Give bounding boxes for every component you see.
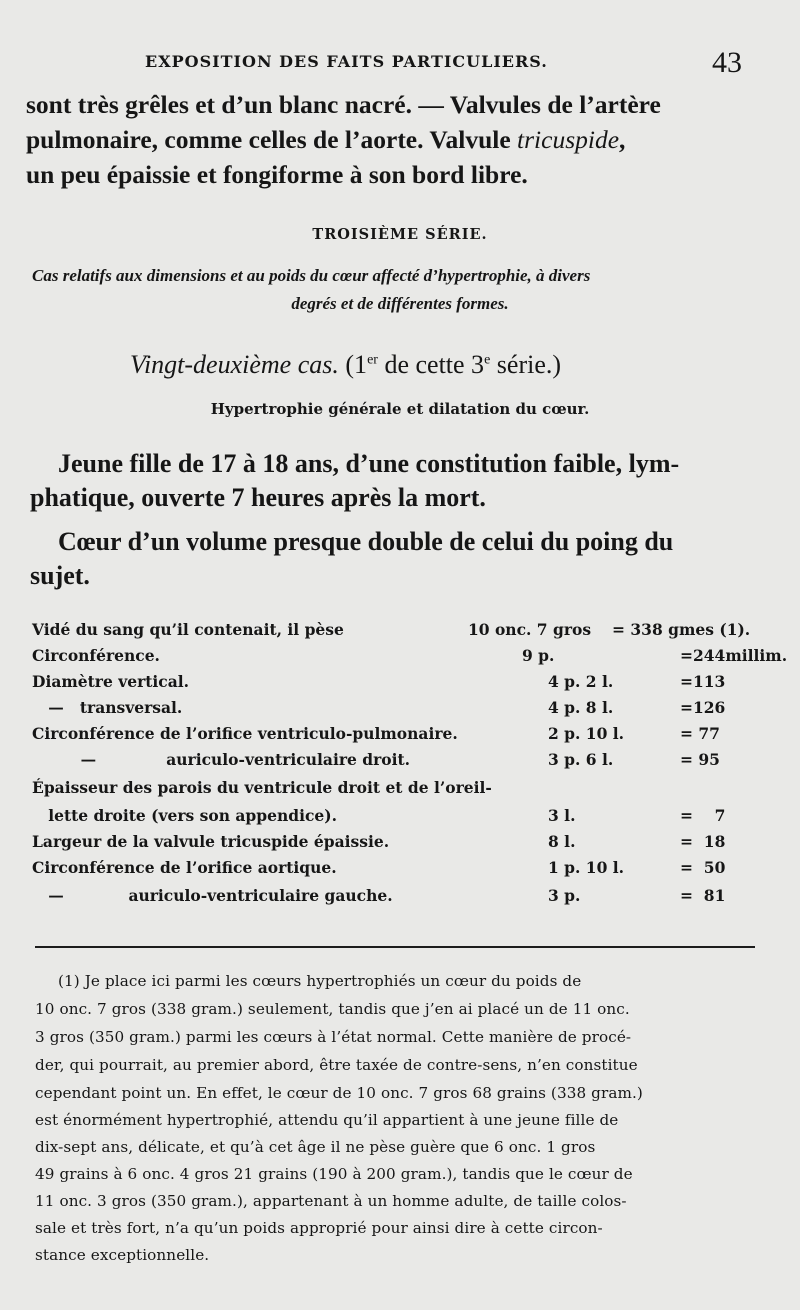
page-number: 43 [712,46,742,79]
intro-line-3: un peu épaissie et fongiforme à son bord libre. [26,160,528,189]
measurement-label: Circonférence de l’orifice aortique. [32,858,337,877]
measurement-row [32,858,772,884]
intro-line-2 [26,125,625,155]
series-desc-line-1: Cas relatifs aux dimensions et au poids du cœur affecté d’hypertrophie, à divers [32,266,591,285]
footnote-line: dix-sept ans, délicate, et qu’à cet âge il ne pèse guère que 6 onc. 1 gros [35,1138,596,1156]
measurement-old-units: 1 p. 10 l. [548,858,625,877]
measurement-old-units: 3 p. 6 l. [548,750,614,769]
measurement-old-units: 10 onc. 7 gros [468,620,592,639]
measurement-metric: = 50 [680,858,726,877]
measurement-label: — transversal. [32,698,183,717]
footnote-line: sale et très fort, n’a qu’un poids approprié pour ainsi dire à cette circon- [35,1219,603,1237]
measurement-metric: =113 [680,672,726,691]
footnote-rule [35,946,755,948]
case-title-italic: Vingt-deuxième cas. [130,350,339,379]
case-para2-line-2: sujet. [30,561,90,590]
measurement-row [32,620,772,646]
measurement-label: lette droite (vers son appendice). [32,806,337,825]
measurement-old-units: 4 p. 2 l. [548,672,614,691]
measurement-row [32,832,772,858]
footnote-line: est énormément hypertrophié, attendu qu’il appartient à une jeune fille de [35,1111,619,1129]
case-title-sup2: e [484,352,491,368]
measurement-row [32,778,772,804]
case-para1-line-2: phatique, ouverte 7 heures après la mort. [30,483,486,512]
measurement-metric: = 18 [680,832,726,851]
footnote-line: cependant point un. En effet, le cœur de 10 onc. 7 gros 68 grains (338 gram.) [35,1084,643,1102]
measurement-row [32,750,772,776]
measurement-row [32,724,772,750]
case-title-post: série.) [490,350,562,379]
footnote-line: stance exceptionnelle. [35,1246,210,1264]
measurement-label: Vidé du sang qu’il contenait, il pèse [32,620,344,639]
measurement-label: — auriculo-ventriculaire droit. [32,750,411,769]
footnote-line: (1) Je place ici parmi les cœurs hypertrophiés un cœur du poids de [58,972,582,990]
measurement-label: Circonférence. [32,646,160,665]
measurement-old-units: 4 p. 8 l. [548,698,614,717]
measurement-label: Circonférence de l’orifice ventriculo-pulmonaire. [32,724,458,743]
measurement-row [32,698,772,724]
measurement-label: Diamètre vertical. [32,672,190,691]
footnote-line: der, qui pourrait, au premier abord, être taxée de contre-sens, n’en constitue [35,1056,638,1074]
intro-line-1: sont très grêles et d’un blanc nacré. — Valvules de l’artère [26,90,661,119]
measurement-label: Épaisseur des parois du ventricule droit et de l’oreil- [32,778,492,797]
measurement-row [32,672,772,698]
footnote-line: 11 onc. 3 gros (350 gram.), appartenant à un homme adulte, de taille colos- [35,1192,627,1210]
case-subtitle: Hypertrophie générale et dilatation du cœur. [210,400,590,418]
footnote-line: 49 grains à 6 onc. 4 gros 21 grains (190 à 200 gram.), tandis que le cœur de [35,1165,633,1183]
case-title [130,350,561,380]
measurement-label: — auriculo-ventriculaire gauche. [32,886,393,905]
intro-line-2-tail: , [619,125,626,154]
series-title: TROISIÈME SÉRIE. [312,226,488,243]
case-para2-line-1: Cœur d’un volume presque double de celui du poing du [58,527,674,556]
measurement-row [32,886,772,912]
measurement-old-units: 8 l. [548,832,576,851]
intro-line-2-text: pulmonaire, comme celles de l’aorte. Valvule [26,125,518,154]
running-title: EXPOSITION DES FAITS PARTICULIERS. [145,52,548,71]
measurement-metric: = 77 [680,724,720,743]
measurement-label: Largeur de la valvule tricuspide épaissie. [32,832,390,851]
measurement-metric: = 7 [680,806,726,825]
measurement-row [32,646,788,672]
measurement-old-units: 3 l. [548,806,576,825]
measurement-metric: =244millim. [680,646,788,665]
footnote-line: 3 gros (350 gram.) parmi les cœurs à l’état normal. Cette manière de procé- [35,1028,632,1046]
measurement-metric: = 95 [680,750,720,769]
case-title-sup1: er [367,352,378,368]
footnote-line: 10 onc. 7 gros (338 gram.) seulement, tandis que j’en ai placé un de 11 onc. [35,1000,630,1018]
case-para1-line-1: Jeune fille de 17 à 18 ans, d’une constitution faible, lym- [58,449,680,478]
measurement-metric: = 338 gmes (1). [612,620,751,639]
measurement-old-units: 2 p. 10 l. [548,724,625,743]
case-title-pre: (1 [345,350,368,379]
series-desc-line-2: degrés et de différentes formes. [291,294,509,313]
case-title-mid: de cette 3 [377,350,485,379]
measurement-metric: =126 [680,698,726,717]
measurement-old-units: 3 p. [548,886,581,905]
measurement-row [32,806,772,832]
intro-italic-word: tricuspide [517,125,620,154]
measurement-metric: = 81 [680,886,726,905]
measurement-old-units: 9 p. [522,646,555,665]
